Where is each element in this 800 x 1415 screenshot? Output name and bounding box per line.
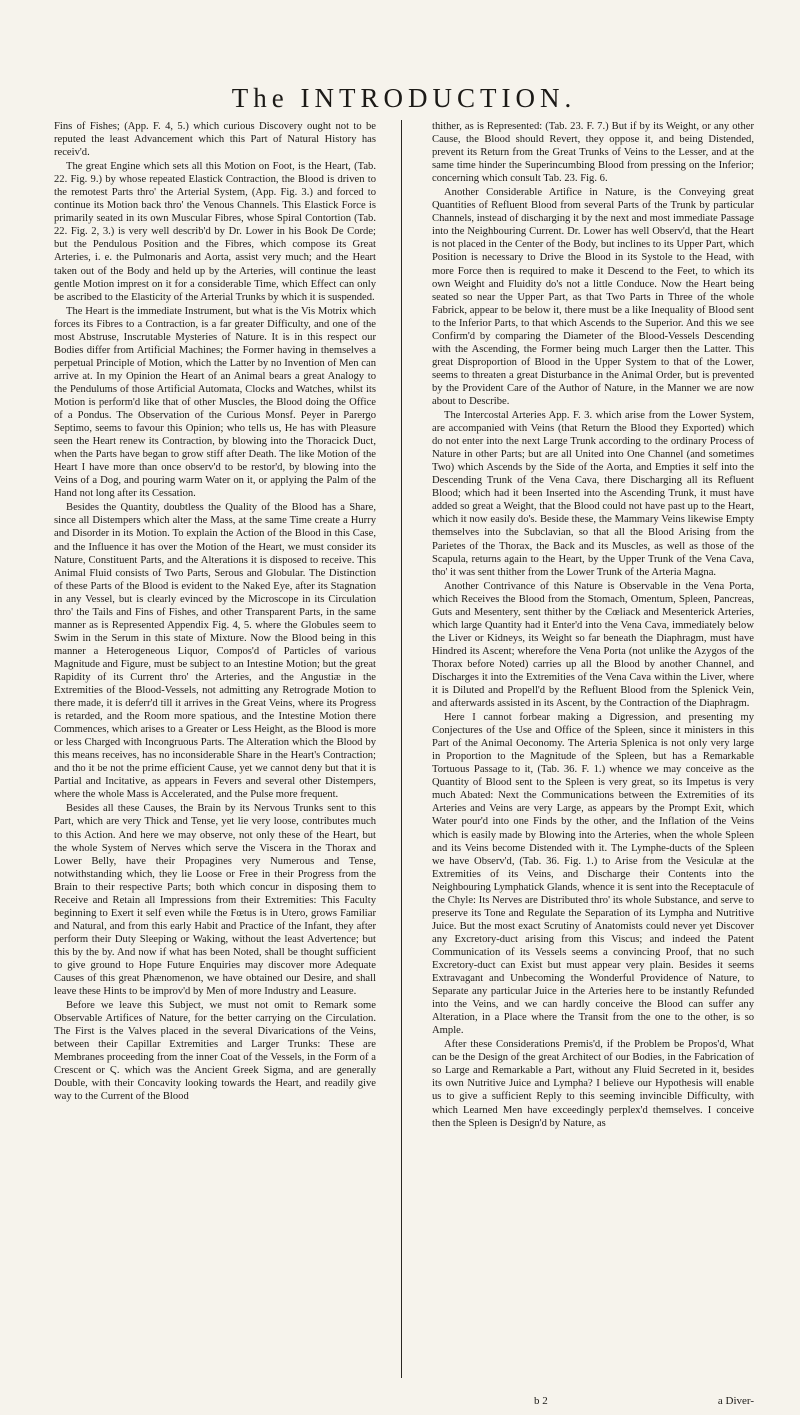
paragraph: Here I cannot forbear making a Digression, and presenting my Conjectures of the Use and Office of the Spleen, since it ministers in this Part of the Animal Oeconomy. The Arteria Splenica is not only very large in Proportion to the Magnitude of the Spleen, but has a Remarkable Tortuous Passage to it, (Tab. 36. F. 1.) whence we may conceive as the Quantity of Blood sent to the Spleen is very great, so its Impetus is very much Abated: Next the Communications between the Extremities of its Arteries and Veins are very Large, as appears by the Prompt Exit, which Water pour'd into one Finds by the other, and the Inflation of the Veins which is easily made by Blowing into the Arteries, when the whole Spleen and its Veins become Distended with it. The Lymphe-ducts of the Spleen we have Observ'd, (Tab. 36. Fig. 1.) to Arise from the Vesiculæ at the Extremities of its Veins, and Discharge their Contents into the Neighbouring Lymphatick Glands, whence it is sent into the Receptacule of the Chyle: Its Nerves are Distributed thro' its whole Substance, and serve to preserve its Tone and Regulate the Separation of its Lympha and Nutritive Juice. But the most exact Scrutiny of Anatomists could never yet Discover any Excretory-duct arising from this Viscus; and indeed the Patent Communication of its Vessels seems a convincing Proof, that no such Excretory-duct can Exist but must appear very plain. Besides it seems Extravagant and Unbecoming the Wonderful Providence of Nature, to Separate any particular Juice in the Arteries here to be instantly Refunded into the Veins, and we can hardly conceive the Blood can suffer any Alteration, in a Place where the Transit from the one to the other, is so Ample.: [432, 712, 754, 1037]
text-columns: [54, 120, 754, 1390]
paragraph: The Heart is the immediate Instrument, but what is the Vis Motrix which forces its Fibres to a Contraction, is a far greater Difficulty, and one of the most Abstruse, Inscrutable Mysteries of Nature. It is in this respect our Bodies differ from Artificial Machines; the Former having in themselves a perpetual Principle of Motion, which the Latter by no Invention of Men can arrive at. In my Opinion the Heart of an Animal bears a great Analogy to the Pendulums of those Artificial Automata, Clocks and Watches, whilst its Motion is perform'd like that of other Muscles, the Blood doing the Office of a Pondus. The Observation of the Curious Monsf. Peyer in Parergo Septimo, seems to favour this Opinion; who tells us, He has with Pleasure seen the Heart renew its Contraction, by blowing into the Thoracick Duct, when the Parts have began to grow stiff after Death. The like Motion of the Heart I have more than once observ'd to be restor'd, by blowing into the Veins of a Dog, and pouring warm Water on it, or applying the Palm of the Hand not long after its Cessation.: [54, 305, 376, 500]
column-divider: [401, 120, 402, 1378]
paragraph: After these Considerations Premis'd, if the Problem be Propos'd, What can be the Design of the great Architect of our Bodies, in the Fabrication of so Large and Remarkable a Part, without any Fluid Secreted in it, besides its own Nutritive Juice and Lympha? I believe our Hypothesis will enable us to give a sufficient Reply to this seeming invincible Difficulty, with which Learned Men have exceedingly perplex'd themselves. I conceive then the Spleen is Design'd by Nature, as: [432, 1039, 754, 1129]
catchword: a Diver-: [717, 1395, 754, 1407]
paragraph: Another Contrivance of this Nature is Observable in the Vena Porta, which Receives the Blood from the Stomach, Omentum, Spleen, Pancreas, Guts and Mesentery, sent thither by the Cœliack and Mesenterick Arteries, which large Quantity had it Enter'd into the Vena Cava, immediately below the Liver or Kidneys, its Weight so far beneath the Diaphragm, must have Hindred its Ascent; wherefore the Vena Porta (not unlike the Azygos of the Thorax before Noted) carries up all the Blood by another Channel, and Discharges it into the Extremities of the Vena Cava within the Liver, where it is Diluted and Propell'd by the Refluent Blood from the Splenick Vein, and afterwards assisted in its Ascent, by the Contraction of the Diaphragm.: [432, 580, 754, 710]
paragraph: The Intercostal Arteries App. F. 3. which arise from the Lower System, are accompanied with Veins (that Return the Blood they Exported) which do not enter into the next Large Trunk according to the ordinary Process of Nature in other Parts; but are all United into One Channel (and sometimes Two) which Ascends by the Side of the Aorta, and Empties it self into the Descending Trunk of the Vena Cava, there Discharging all its Refluent Blood; which had it been Inserted into the Ascending Trunk, it must have added so great a Weight, that the Blood could not have past up to the Heart, which it now easily do's. Beside these, the Mammary Veins likewise Empty themselves into the Subclavian, so that all the Blood Arising from the Parietes of the Thorax, the Back and its Muscles, as well as those of the Scapula, returns again to the Heart, by the Upper Trunk of the Vena Cava, tho' it was sent thither from the Lower Trunk of the Arteria Magna.: [432, 410, 754, 578]
signature-mark: b 2: [534, 1395, 548, 1407]
paragraph: The great Engine which sets all this Motion on Foot, is the Heart, (Tab. 22. Fig. 9.) by whose repeated Elastick Contraction, the Blood is driven to the remotest Parts thro' the Arterial System, (App. Fig. 3.) and forced to continue its Motion back thro' the Venous Channels. This Elastick Force is primarily seated in its own Muscular Fibres, whose Spiral Contortion (Tab. 22. Fig. 2, 3.) is very well describ'd by Dr. Lower in his Book De Corde; but the Pendulous Position and the Fibres, which compose its Great Arteries, i. e. the Pulmonaris and Aorta, assist very much; and the Heart taken out of the Body and held up by the Arteries, will continue the least gentle Motion imprest on it for a considerable Time, which Effect can only be ascribed to the Elasticity of the Arterial Trunks by which it is suspended.: [54, 161, 376, 303]
paragraph: Besides the Quantity, doubtless the Quality of the Blood has a Share, since all Distempers which alter the Mass, at the same Time create a Hurry and Disorder in its Motion. To explain the Action of the Blood in this Case, and the Influence it has over the Motion of the Heart, we must consider its Nature, Constituent Parts, and the Alterations it is disposed to receive. This Animal Fluid consists of Two Parts, Serous and Globular. The Distinction of these Parts of the Blood is evident to the Naked Eye, after its Stagnation in any Vessel, but is clearly evinced by the Microscope in its Circulation thro' the Tails and Fins of Fishes, and other Transparent Parts, in the same manner as is Represented Appendix Fig. 4, 5. where the Globules seem to Swim in the Serum in this state of Mixture. Now the Blood being in this manner a Heterogeneous Liquor, Compos'd of Particles of various Magnitude and Figure, must be subject to an Intestine Motion; but the great Rapidity of its Current thro' the Arteries, and the Angustiæ in the Extremities of the Blood-Vessels, not admitting any Retrograde Motion to there made, it is deferr'd till it arrives in the Great Veins, where its Progress is retarded, and the Room more spatious, and the Intestine Motion there Commences, which arises to a Greater or Less Height, as the Blood is more or less Charged with Incongruous Parts. The Alteration which the Blood by this means receives, has no inconsiderable Share in the Heart's Contraction; and tho it be not the prime efficient Cause, yet we cannot deny but that it is Partial and Incitative, as appears in Fevers and several other Distempers, where the whole Mass is Accelerated, and the Pulse more frequent.: [54, 502, 376, 801]
paragraph: thither, as is Represented: (Tab. 23. F. 7.) But if by its Weight, or any other Cause, the Blood should Revert, they oppose it, and being Distended, prevent its Return from the Great Trunks of Veins to the Lesser, and at the same time hinder the Superincumbing Blood from pressing on the Inferior; concerning which consult Tab. 23. Fig. 6.: [432, 121, 754, 185]
right-column: [432, 120, 754, 1390]
paragraph: Fins of Fishes; (App. F. 4, 5.) which curious Discovery ought not to be reputed the least Advancement which this Part of Natural History has receiv'd.: [54, 121, 376, 159]
left-column: [54, 120, 376, 1390]
page-title: The INTRODUCTION.: [231, 83, 577, 113]
paragraph: Another Considerable Artifice in Nature, is the Conveying great Quantities of Refluent Blood from several Parts of the Trunk by particular Channels, instead of discharging it by the next and most immediate Passage into the Neighbouring Current. Dr. Lower has well Observ'd, that the Heart is not placed in the Center of the Body, but inclines to its Upper Part, which Position is necessary to Drive the Blood in its Systole to the Head, with more Force then is required to make it Descend to the Feet, to which its own Weight and Fluidity do's not a little Conduce. Now the Heart being seated so near the Upper Part, as that Two Parts in Three of the whole Fabrick, appear to be below it, there must be a like Inequality of Blood sent to the Inferior Parts, to that which Ascends to the Superior. And this we see Confirm'd by comparing the Diameter of the Blood-Vessels Descending with the Ascending, the Former being much Larger then the Latter. This great Disproportion of Blood in the Upper System to that of the Lower, seems to threaten a great Disturbance in the Animal Order, but is prevented by the Provident Care of the Author of Nature, in the Manner we are now about to Describe.: [432, 187, 754, 407]
paragraph: Before we leave this Subject, we must not omit to Remark some Observable Artifices of Nature, for the better carrying on the Circulation. The First is the Valves placed in the several Divarications of the Veins, between their Capillar Extremities and Larger Trunks: These are Membranes proceeding from the inner Coat of the Vessels, in the Form of a Crescent or Ϛ. which was the Ancient Greek Sigma, and are generally Double, with their Concavity looking towards the Heart, and readily give way to the Current of the Blood: [54, 1000, 376, 1103]
paragraph: Besides all these Causes, the Brain by its Nervous Trunks sent to this Part, which are very Thick and Tense, yet lie very loose, contributes much to this Action. And here we may observe, not only these of the Heart, but the whole System of Nerves which serve the Viscera in the Thorax and Lower Belly, have their Propagines very Numerous and Tense, notwithstanding which, they lie Loose or Free in their Progress from the Brain to their respective Parts; both which concur in disposing them to Receive and Retain all Impressions from their Extremities: This Faculty beginning to Exert it self even while the Fœtus is in Utero, grows Familiar and Natural, and from this early Habit and Practice of the Infant, they after perform their Duty Sleeping or Waking, without the least Advertence; but this by the by. And now if what has been Noted, shall be thought sufficient to give ground to Hope Future Enquiries may discover more Adequate Causes of this great Phænomenon, we have obtained our Desire, and shall leave these Hints to be improv'd by Men of more Industry and Leasure.: [54, 803, 376, 998]
page-footer: [426, 1395, 754, 1408]
